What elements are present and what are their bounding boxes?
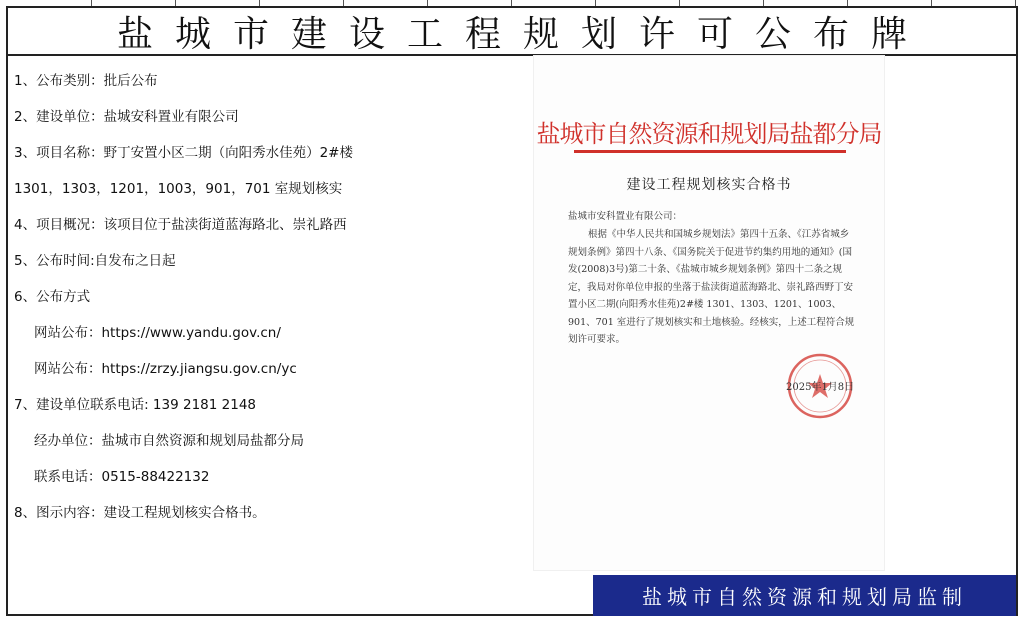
document-org-title: 盐城市自然资源和规划局盐都分局 bbox=[536, 120, 882, 148]
info-time: 5、公布时间:自发布之日起 bbox=[14, 253, 176, 269]
certificate-document bbox=[534, 56, 884, 570]
info-content: 8、图示内容：建设工程规划核实合格书。 bbox=[14, 505, 266, 521]
document-red-rule bbox=[574, 150, 846, 153]
document-addressee: 盐城市安科置业有限公司： bbox=[568, 211, 683, 222]
info-website-2: 网站公布：https://zrzy.jiangsu.gov.cn/yc bbox=[34, 361, 297, 377]
document-body: 根据《中华人民共和国城乡规划法》第四十五条、《江苏省城乡规划条例》第四十八条、《国务院关于促进节约集约用地的通知》(国发(2008)3号)第二十条、《盐城市城乡规划条例》第四十二条之规定，我局对你单位申报的坐落于盐渎街道蓝海路北、崇礼路西野丁安置小区二期(向阳秀水佳苑)2#楼 1301、1303、1201、1003、901、701 室进行了规划核实和土地核验。经核实，上述工程符合规划许可要求。 bbox=[568, 229, 855, 345]
info-website-1: 网站公布：https://www.yandu.gov.cn/ bbox=[34, 325, 281, 341]
footer-banner bbox=[593, 575, 1016, 616]
info-category: 1、公布类别：批后公布 bbox=[14, 73, 158, 89]
info-handler: 经办单位：盐城市自然资源和规划局盐都分局 bbox=[34, 433, 304, 449]
board-title-bar bbox=[8, 8, 1016, 56]
info-overview: 4、项目概况：该项目位于盐渎街道蓝海路北、崇礼路西 bbox=[14, 217, 347, 233]
board-title: 盐城市建设工程规划许可公布牌 bbox=[116, 13, 929, 55]
document-date: 2025年1月8日 bbox=[786, 382, 855, 393]
info-project-name: 3、项目名称：野丁安置小区二期（向阳秀水佳苑）2#楼 bbox=[14, 145, 353, 161]
info-unit: 2、建设单位：盐城安科置业有限公司 bbox=[14, 109, 239, 125]
info-method: 6、公布方式 bbox=[14, 289, 91, 305]
info-project-name-cont: 1301，1303，1201，1003，901，701 室规划核实 bbox=[14, 181, 343, 197]
info-handler-phone: 联系电话：0515-88422132 bbox=[34, 469, 210, 485]
info-phone: 7、建设单位联系电话: 139 2181 2148 bbox=[14, 397, 256, 413]
document-title: 建设工程规划核实合格书 bbox=[626, 177, 792, 193]
footer-text: 盐城市自然资源和规划局监制 bbox=[642, 585, 967, 609]
info-list bbox=[14, 70, 514, 538]
